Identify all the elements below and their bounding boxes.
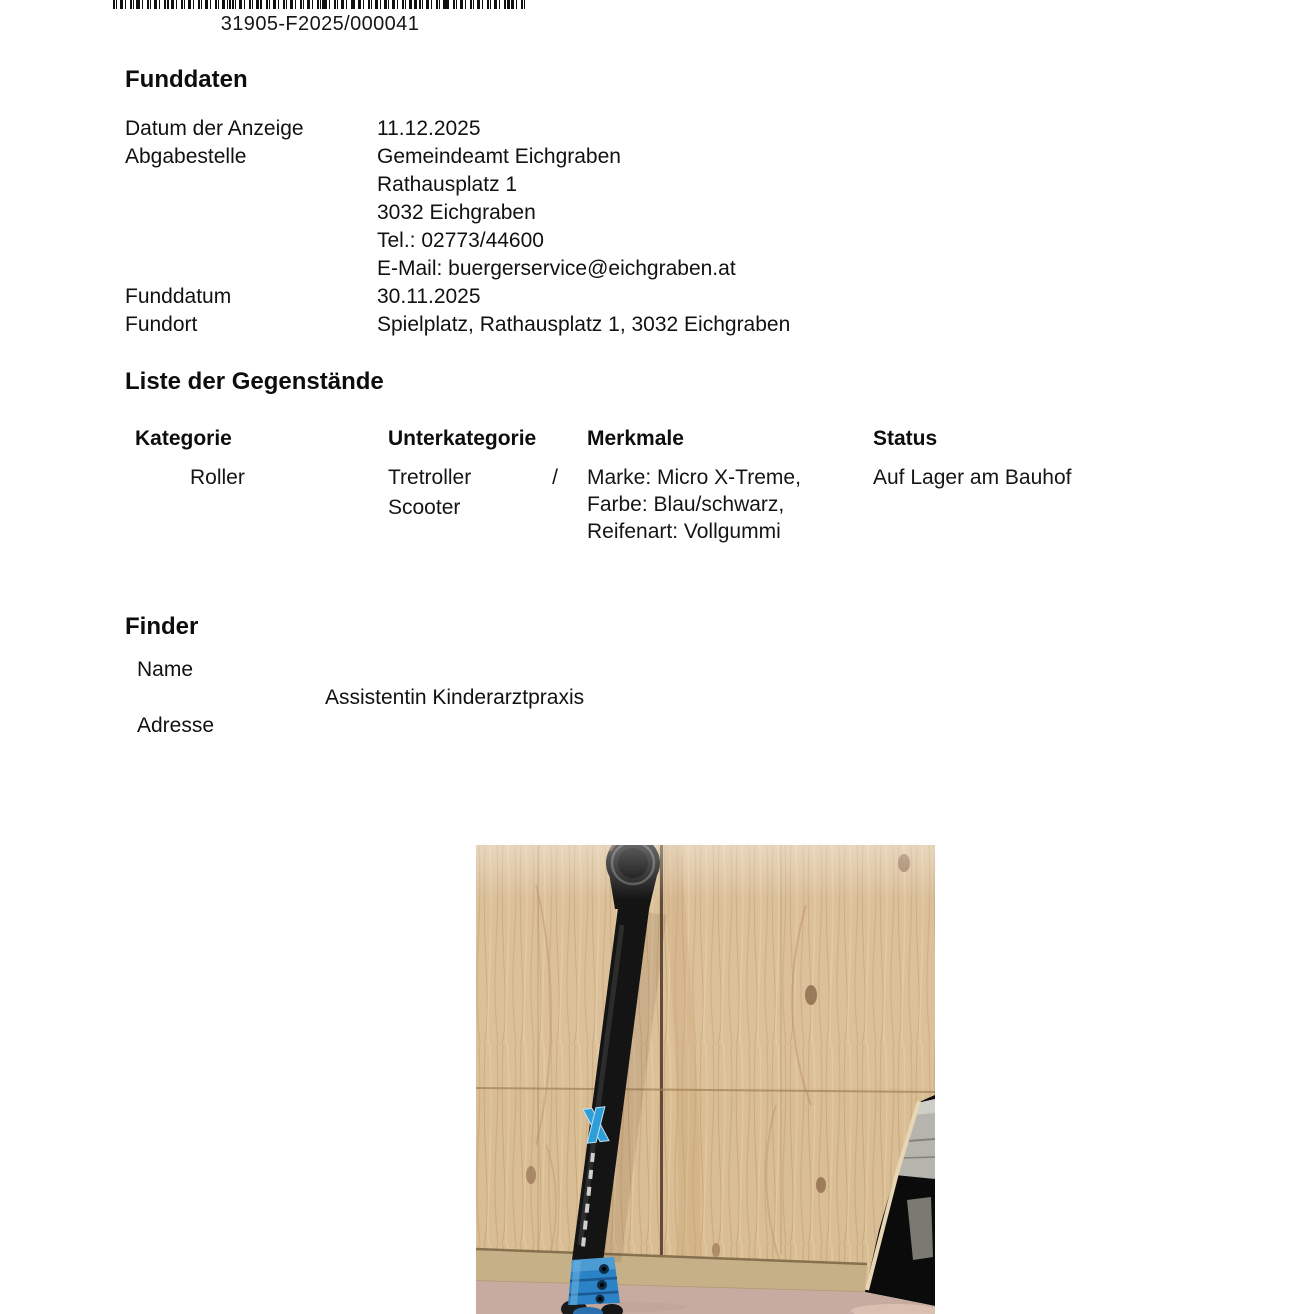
finder-name-label: Name <box>137 658 194 681</box>
field-row-abgabestelle <box>125 143 1185 283</box>
funddaten-heading: Funddaten <box>125 66 248 93</box>
funddaten-fields <box>125 115 1185 339</box>
column-header-unterkategorie: Unterkategorie <box>388 427 537 450</box>
unterkategorie-line2: Scooter <box>388 496 461 519</box>
field-label: Datum der Anzeige <box>125 117 304 140</box>
table-cell-unterkategorie <box>388 463 558 523</box>
finder-name-value: Assistentin Kinderarztpraxis <box>325 686 585 709</box>
field-value: Spielplatz, Rathausplatz 1, 3032 Eichgraben <box>377 313 791 336</box>
barcode-number: 31905-F2025/000041 <box>220 13 420 35</box>
found-item-photo <box>476 845 935 1314</box>
finder-adresse-label: Adresse <box>137 714 215 737</box>
barcode <box>113 0 527 36</box>
finder-heading: Finder <box>125 613 199 640</box>
field-value: Gemeindeamt Eichgraben Rathausplatz 1 3032 Eichgraben Tel.: 02773/44600 E-Mail: buergerservice@eichgraben.at <box>377 145 736 280</box>
unterkategorie-line1: Tretroller / <box>388 463 558 493</box>
field-label: Funddatum <box>125 285 232 308</box>
field-value: 30.11.2025 <box>377 285 481 308</box>
column-header-merkmale: Merkmale <box>587 427 684 450</box>
table-cell-kategorie: Roller <box>190 466 245 489</box>
column-header-status: Status <box>873 427 938 450</box>
overexposure-highlight <box>476 845 935 900</box>
field-row-funddatum <box>125 283 1185 311</box>
separator-slash: / <box>552 466 558 489</box>
stem-clamp <box>568 1257 620 1305</box>
field-label: Abgabestelle <box>125 145 247 168</box>
field-row-fundort <box>125 311 1185 339</box>
table-cell-status: Auf Lager am Bauhof <box>873 466 1072 489</box>
wood-wall <box>476 845 935 1295</box>
column-header-kategorie: Kategorie <box>135 427 232 450</box>
field-label: Fundort <box>125 313 198 336</box>
field-value: 11.12.2025 <box>377 117 481 140</box>
liste-heading: Liste der Gegenstände <box>125 368 384 395</box>
field-row-datum-der-anzeige <box>125 115 1185 143</box>
table-cell-merkmale: Marke: Micro X-Treme, Farbe: Blau/schwarz, Reifenart: Vollgummi <box>587 466 801 543</box>
barcode-icon <box>113 0 527 9</box>
